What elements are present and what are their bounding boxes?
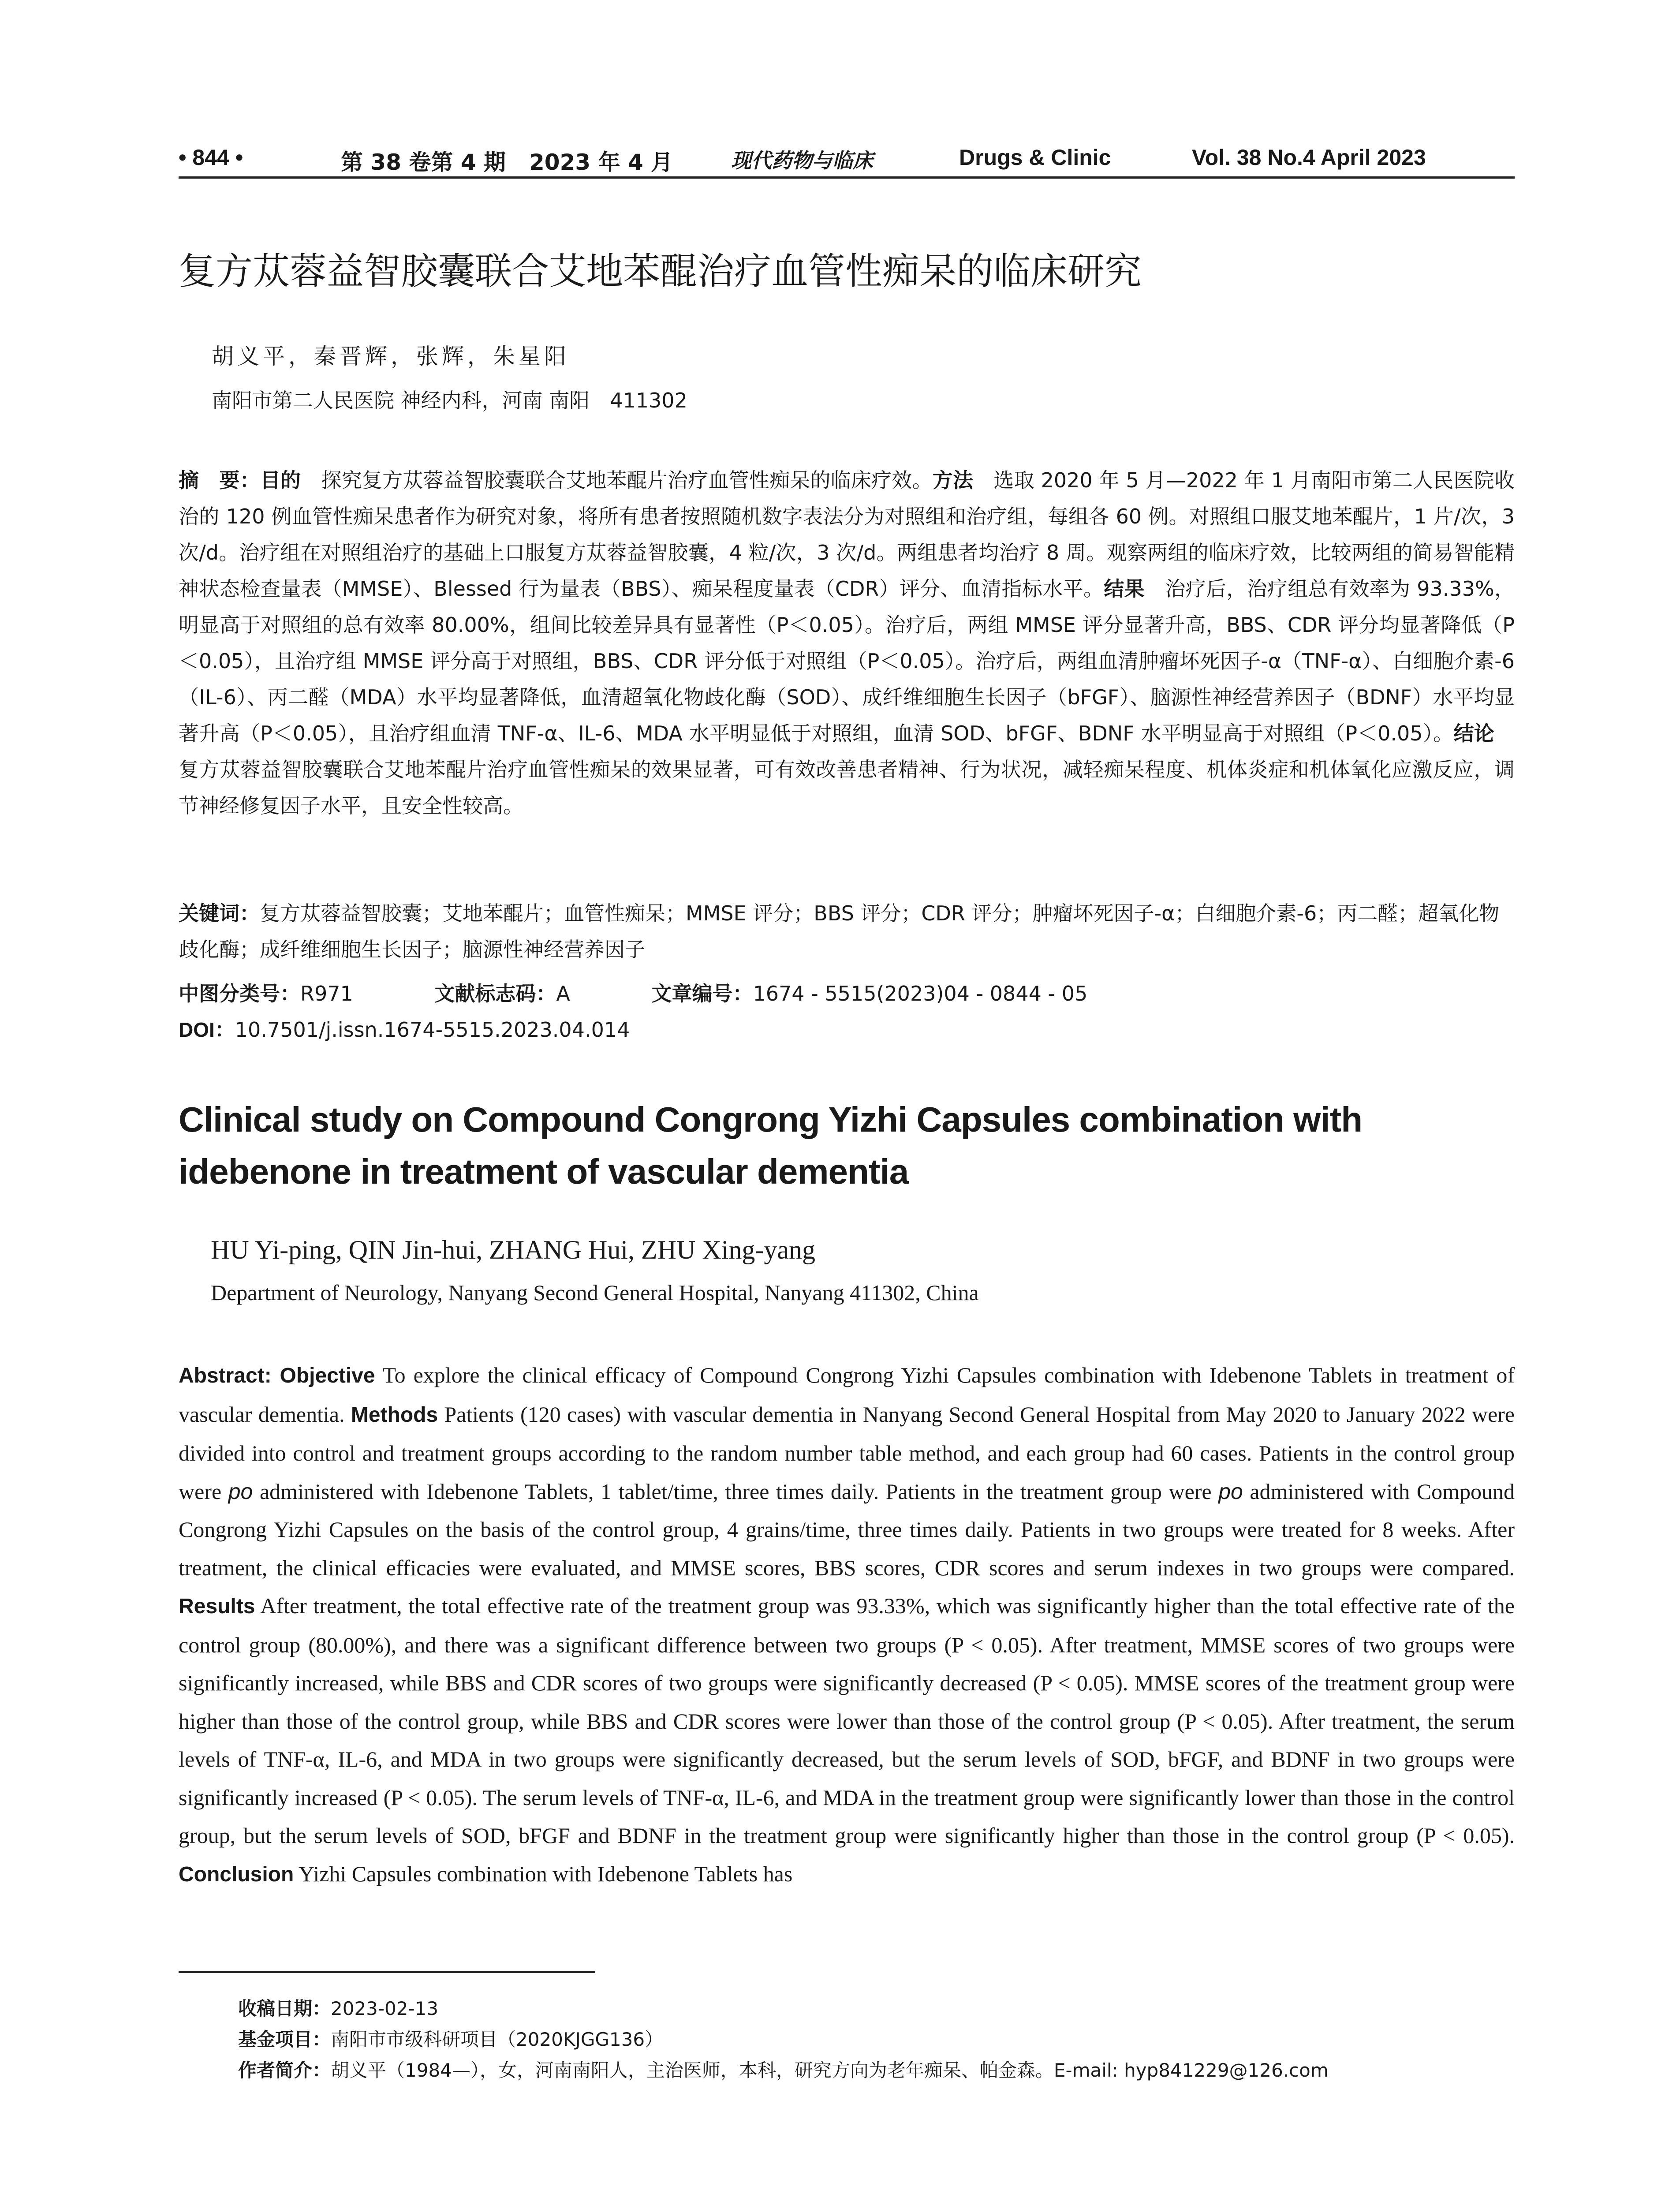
conclusion-label-en: Conclusion <box>179 1862 294 1886</box>
author-bio <box>238 2055 1517 2086</box>
journal-name-en: Drugs & Clinic <box>959 145 1111 170</box>
affiliation-en: Department of Neurology, Nanyang Second General Hospital, Nanyang 411302, China <box>211 1280 979 1305</box>
keywords-label-cn: 关键词： <box>179 901 260 925</box>
clc-label: 中图分类号： <box>179 982 300 1005</box>
conclusion-text-cn: 复方苁蓉益智胶囊联合艾地苯醌片治疗血管性痴呆的效果显著，可有效改善患者精神、行为状况，减轻痴呆程度、机体炎症和机体氧化应激反应，调节神经修复因子水平，且安全性较高。 <box>179 721 1515 818</box>
article-no-value: 1674 - 5515(2023)04 - 0844 - 05 <box>753 982 1088 1005</box>
results-text-en: After treatment, the total effective rate of the treatment group was 93.33%, which was significantly higher than the total effective rate of the control group (80.00%), and there was a significant difference between two groups (P < 0.05). After treatment, MMSE scores of two groups were significantly increased, while BBS and CDR scores of two groups were significantly decreased (P < 0.05). MMSE scores of the treatment group were higher than those of the control group, while BBS and CDR scores were lower than those of the control group (P < 0.05). After treatment, the serum levels of TNF-α, IL-6, and MDA in two groups were significantly decreased, but the serum levels of SOD, bFGF, and BDNF in two groups were significantly increased (P < 0.05). The serum levels of TNF-α, IL-6, and MDA in the treatment group were significantly lower than those in the control group, but the serum levels of SOD, bFGF and BDNF in the treatment group were significantly higher than those in the control group (P < 0.05). <box>179 1593 1515 1848</box>
methods-text-cn: 选取 2020 年 5 月—2022 年 1 月南阳市第二人民医院收治的 120 例血管性痴呆患者作为研究对象，将所有患者按照随机数字表法分为对照组和治疗组，每组各 60 例。对照组口服艾地苯醌片，1 片/次，3 次/d。治疗组在对照组治疗的基础上口服复方苁蓉益智胶囊，4 粒/次，3 次/d。两组患者均治疗 8 周。观察两组的临床疗效，比较两组的简易智能精神状态检查量表（MMSE）、Blessed 行为量表（BBS）、痴呆程度量表（CDR）评分、血清指标水平。 <box>179 468 1515 601</box>
abstract-cn <box>179 462 1515 824</box>
page-number: • 844 • <box>179 145 243 170</box>
clc-value: R971 <box>300 982 353 1005</box>
date-cn: 2023 年 4 月 <box>529 149 673 175</box>
classification-line <box>179 975 1515 1012</box>
received-label: 收稿日期： <box>238 1998 331 2019</box>
fund-value: 南阳市市级科研项目（2020KJGG136） <box>331 2029 664 2050</box>
volume-cn: 第 38 卷第 4 期 <box>341 149 506 175</box>
journal-name-cn: 现代药物与临床 <box>731 149 873 172</box>
fund-label: 基金项目： <box>238 2029 331 2050</box>
methods-text-en-3: administered with Compound Congrong Yizhi Capsules on the basis of the control group, 4 grains/time, three times daily. Patients in two groups were treated for 8 weeks. After treatment, the clinical efficacies were evaluated, and MMSE scores, BBS scores, CDR scores and serum indexes in two groups were compared. <box>179 1479 1515 1580</box>
methods-label-en: Methods <box>351 1403 438 1427</box>
methods-text-en-1: Patients (120 cases) with vascular dementia in Nanyang Second General Hospital from May 2020 to January 2022 were divided into control and treatment groups according to the random number table method, and each group had 60 cases. Patients in the control group were <box>179 1401 1515 1504</box>
abstract-label-cn: 摘 要： <box>179 468 260 492</box>
objective-label-cn: 目的 <box>260 468 301 492</box>
results-label-en: Results <box>179 1595 255 1618</box>
doi-value[interactable]: 10.7501/j.issn.1674-5515.2023.04.014 <box>235 1018 630 1042</box>
results-label-cn: 结果 <box>1104 577 1145 601</box>
footnotes <box>238 1993 1517 2086</box>
methods-text-en-2: administered with Idebenone Tablets, 1 tablet/time, three times daily. Patients in the treatment group were <box>253 1479 1219 1504</box>
received-value: 2023-02-13 <box>331 1998 439 2019</box>
authors-cn: 胡义平，秦晋辉，张辉，朱星阳 <box>212 344 570 369</box>
article-title-en: Clinical study on Compound Congrong Yizhi Capsules combination with idebenone in treatment of vascular dementia <box>179 1100 1363 1191</box>
keywords-text-cn: 复方苁蓉益智胶囊；艾地苯醌片；血管性痴呆；MMSE 评分；BBS 评分；CDR 评分；肿瘤坏死因子-α；白细胞介素-6；丙二醛；超氧化物歧化酶；成纤维细胞生长因子；脑源性神经营养因子 <box>179 901 1500 961</box>
objective-text-en: To explore the clinical efficacy of Compound Congrong Yizhi Capsules combination with Idebenone Tablets in treatment of vascular dementia. <box>179 1363 1515 1427</box>
article-title-cn: 复方苁蓉益智胶囊联合艾地苯醌治疗血管性痴呆的临床研究 <box>179 250 1142 293</box>
methods-label-cn: 方法 <box>932 468 974 492</box>
fund-item <box>238 2024 1517 2055</box>
abstract-en <box>179 1356 1515 1894</box>
received-date <box>238 1993 1517 2024</box>
results-text-cn: 治疗后，治疗组总有效率为 93.33%，明显高于对照组的总有效率 80.00%，组间比较差异具有显著性（P＜0.05）。治疗后，两组 MMSE 评分显著升高，BBS、CDR 评分均显著降低（P＜0.05），且治疗组 MMSE 评分高于对照组，BBS、CDR 评分低于对照组（P＜0.05）。治疗后，两组血清肿瘤坏死因子-α（TNF-α）、白细胞介素-6（IL-6）、丙二醛（MDA）水平均显著降低，血清超氧化物歧化酶（SOD）、成纤维细胞生长因子（bFGF）、脑源性神经营养因子（BDNF）水平均显著升高（P＜0.05），且治疗组血清 TNF-α、IL-6、MDA 水平明显低于对照组，血清 SOD、bFGF、BDNF 水平明显高于对照组（P＜0.05）。 <box>179 577 1515 745</box>
objective-text-cn: 探究复方苁蓉益智胶囊联合艾地苯醌片治疗血管性痴呆的临床疗效。 <box>301 468 933 492</box>
article-no-label: 文章编号： <box>651 982 753 1005</box>
conclusion-text-en: Yizhi Capsules combination with Idebenone Tablets has <box>294 1861 793 1886</box>
author-bio-label: 作者简介： <box>238 2059 331 2081</box>
doc-code-label: 文献标志码： <box>434 982 556 1005</box>
objective-label-en: Abstract: Objective <box>179 1364 375 1387</box>
po-italic-1: po <box>228 1479 253 1504</box>
keywords-cn <box>179 895 1515 968</box>
footnote-rule <box>179 1971 595 1973</box>
header-rule <box>179 176 1515 179</box>
doc-code-value: A <box>556 982 570 1005</box>
po-italic-2: po <box>1218 1479 1243 1504</box>
doi-label: DOI： <box>179 1018 235 1041</box>
running-header <box>179 140 1515 180</box>
volume-en: Vol. 38 No.4 April 2023 <box>1192 145 1426 170</box>
doi-line <box>179 1012 1515 1048</box>
authors-en: HU Yi-ping, QIN Jin-hui, ZHANG Hui, ZHU Xing-yang <box>211 1235 815 1264</box>
conclusion-label-cn: 结论 <box>1453 721 1495 745</box>
affiliation-cn: 南阳市第二人民医院 神经内科，河南 南阳 411302 <box>212 389 687 412</box>
author-bio-value: 胡义平（1984—），女，河南南阳人，主治医师，本科，研究方向为老年痴呆、帕金森。E-mail: hyp841229@126.com <box>331 2059 1329 2081</box>
